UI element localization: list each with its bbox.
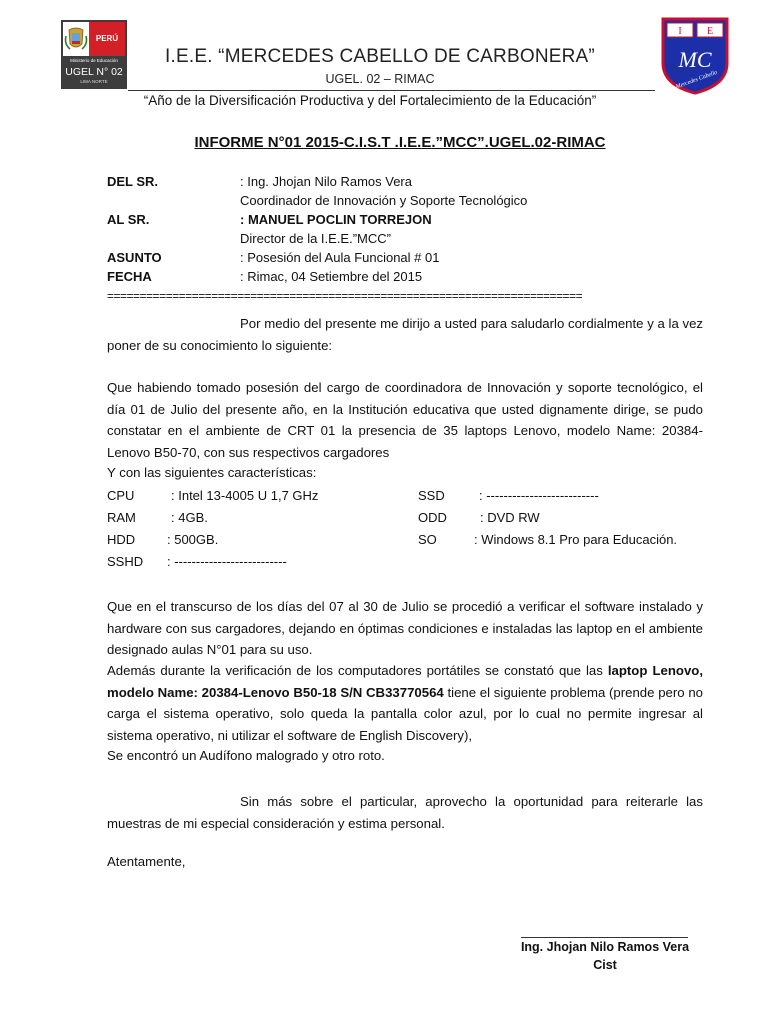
spec-hdd-label: HDD [107,532,136,547]
school-crest-icon [657,15,733,95]
fecha-label: FECHA [107,269,152,284]
spec-odd-label: ODD [418,510,447,525]
spec-cpu-label: CPU [107,488,135,503]
logo-region: LIMA NORTE [80,79,108,84]
paragraph-headphones: Se encontró un Audífono malogrado y otro roto. [107,748,385,763]
paragraph-closing: Sin más sobre el particular, aprovecho la oportunidad para reiterarle las muestras de mi especial consideración y estima personal. [107,794,703,831]
spec-so-value: : Windows 8.1 Pro para Educación. [474,532,678,547]
specs-intro: Y con las siguientes características: [107,465,317,480]
report-title: INFORME N°01 2015-C.I.S.T .I.E.E.”MCC”.UGEL.02-RIMAC [194,134,606,151]
crest-letter-right: E [706,26,714,37]
ugel-line: UGEL. 02 – RIMAC [325,72,435,86]
spec-hdd-value: : 500GB. [167,532,219,547]
al-value: : MANUEL POCLIN TORREJON [240,212,432,227]
paragraph-intro: Por medio del presente me dirijo a usted para saludarlo cordialmente y a la vez poner de su conocimiento lo siguiente: [107,316,703,353]
al-label: AL SR. [107,212,150,227]
spec-sshd-value: : -------------------------- [167,554,287,569]
faulty-laptop-id: laptop Lenovo, modelo Name: 20384-Lenovo B50-18 S/N CB33770564 [107,663,703,700]
signature-line [521,937,688,938]
logo-ugel: UGEL N° 02 [65,66,123,78]
crest-script: Mercedes Cabello [675,69,719,91]
paragraph-problem: Además durante la verificación de los computadores portátiles se constató que las laptop Lenovo, modelo Name: 20384-Lenovo B50-18 S/N CB33770564 tiene el siguiente problema (prende pero no carga el sistema operativo, solo queda la pantalla color azul, por lo cual no permite ingresar al sistema operativo, ni utilizar el software de English Discovery), [107,663,703,743]
spec-ssd-value: : -------------------------- [479,488,599,503]
paragraph-verification: Que en el transcurso de los días del 07 al 30 de Julio se procedió a verificar el software instalado y hardware con sus cargadores, dejando en óptimas condiciones e instaladas las laptop en el ambiente designado aulas N°01 para su uso. [107,599,703,657]
signature-name: Ing. Jhojan Nilo Ramos Vera [520,940,690,954]
closing-salutation: Atentamente, [107,854,186,869]
logo-country: PERÚ [95,34,119,43]
signature-title: Cist [593,958,617,972]
header-divider [128,90,655,91]
spec-ssd-label: SSD [418,488,445,503]
paragraph-possession: Que habiendo tomado posesión del cargo de coordinadora de Innovación y soporte tecnológico, el día 01 de Julio del presente año, en la Institución educativa que usted dignamente dirige, se pudo constatar en el ambiente de CRT 01 la presencia de 35 laptops Lenovo, modelo Name: 20384-Lenovo B50-70, con sus respectivos cargadores [107,380,703,460]
logo-ministry: Ministerio de Educación [70,58,118,63]
spec-sshd-label: SSHD [107,554,144,569]
del-label: DEL SR. [107,174,159,189]
year-motto: “Año de la Diversificación Productiva y del Fortalecimiento de la Educación” [143,93,597,108]
fecha-value: : Rimac, 04 Setiembre del 2015 [240,269,423,284]
spec-cpu-value: : Intel 13-4005 U 1,7 GHz [171,488,319,503]
asunto-value: : Posesión del Aula Funcional # 01 [240,250,440,265]
coat-of-arms-icon [63,22,89,56]
ugel-logo [61,20,127,89]
asunto-label: ASUNTO [107,250,162,265]
del-role: Coordinador de Innovación y Soporte Tecnológico [240,193,528,208]
spec-ram-label: RAM [107,510,136,525]
crest-letter-left: I [678,26,682,37]
spec-odd-value: : DVD RW [480,510,540,525]
crest-monogram: MC [678,47,712,72]
school-title: I.E.E. “MERCEDES CABELLO DE CARBONERA” [165,46,595,67]
del-value: : Ing. Jhojan Nilo Ramos Vera [240,174,412,189]
spec-so-label: SO [418,532,437,547]
separator-line: ========================================================================= [107,289,583,303]
spec-ram-value: : 4GB. [171,510,208,525]
al-role: Director de la I.E.E.”MCC” [240,231,391,246]
